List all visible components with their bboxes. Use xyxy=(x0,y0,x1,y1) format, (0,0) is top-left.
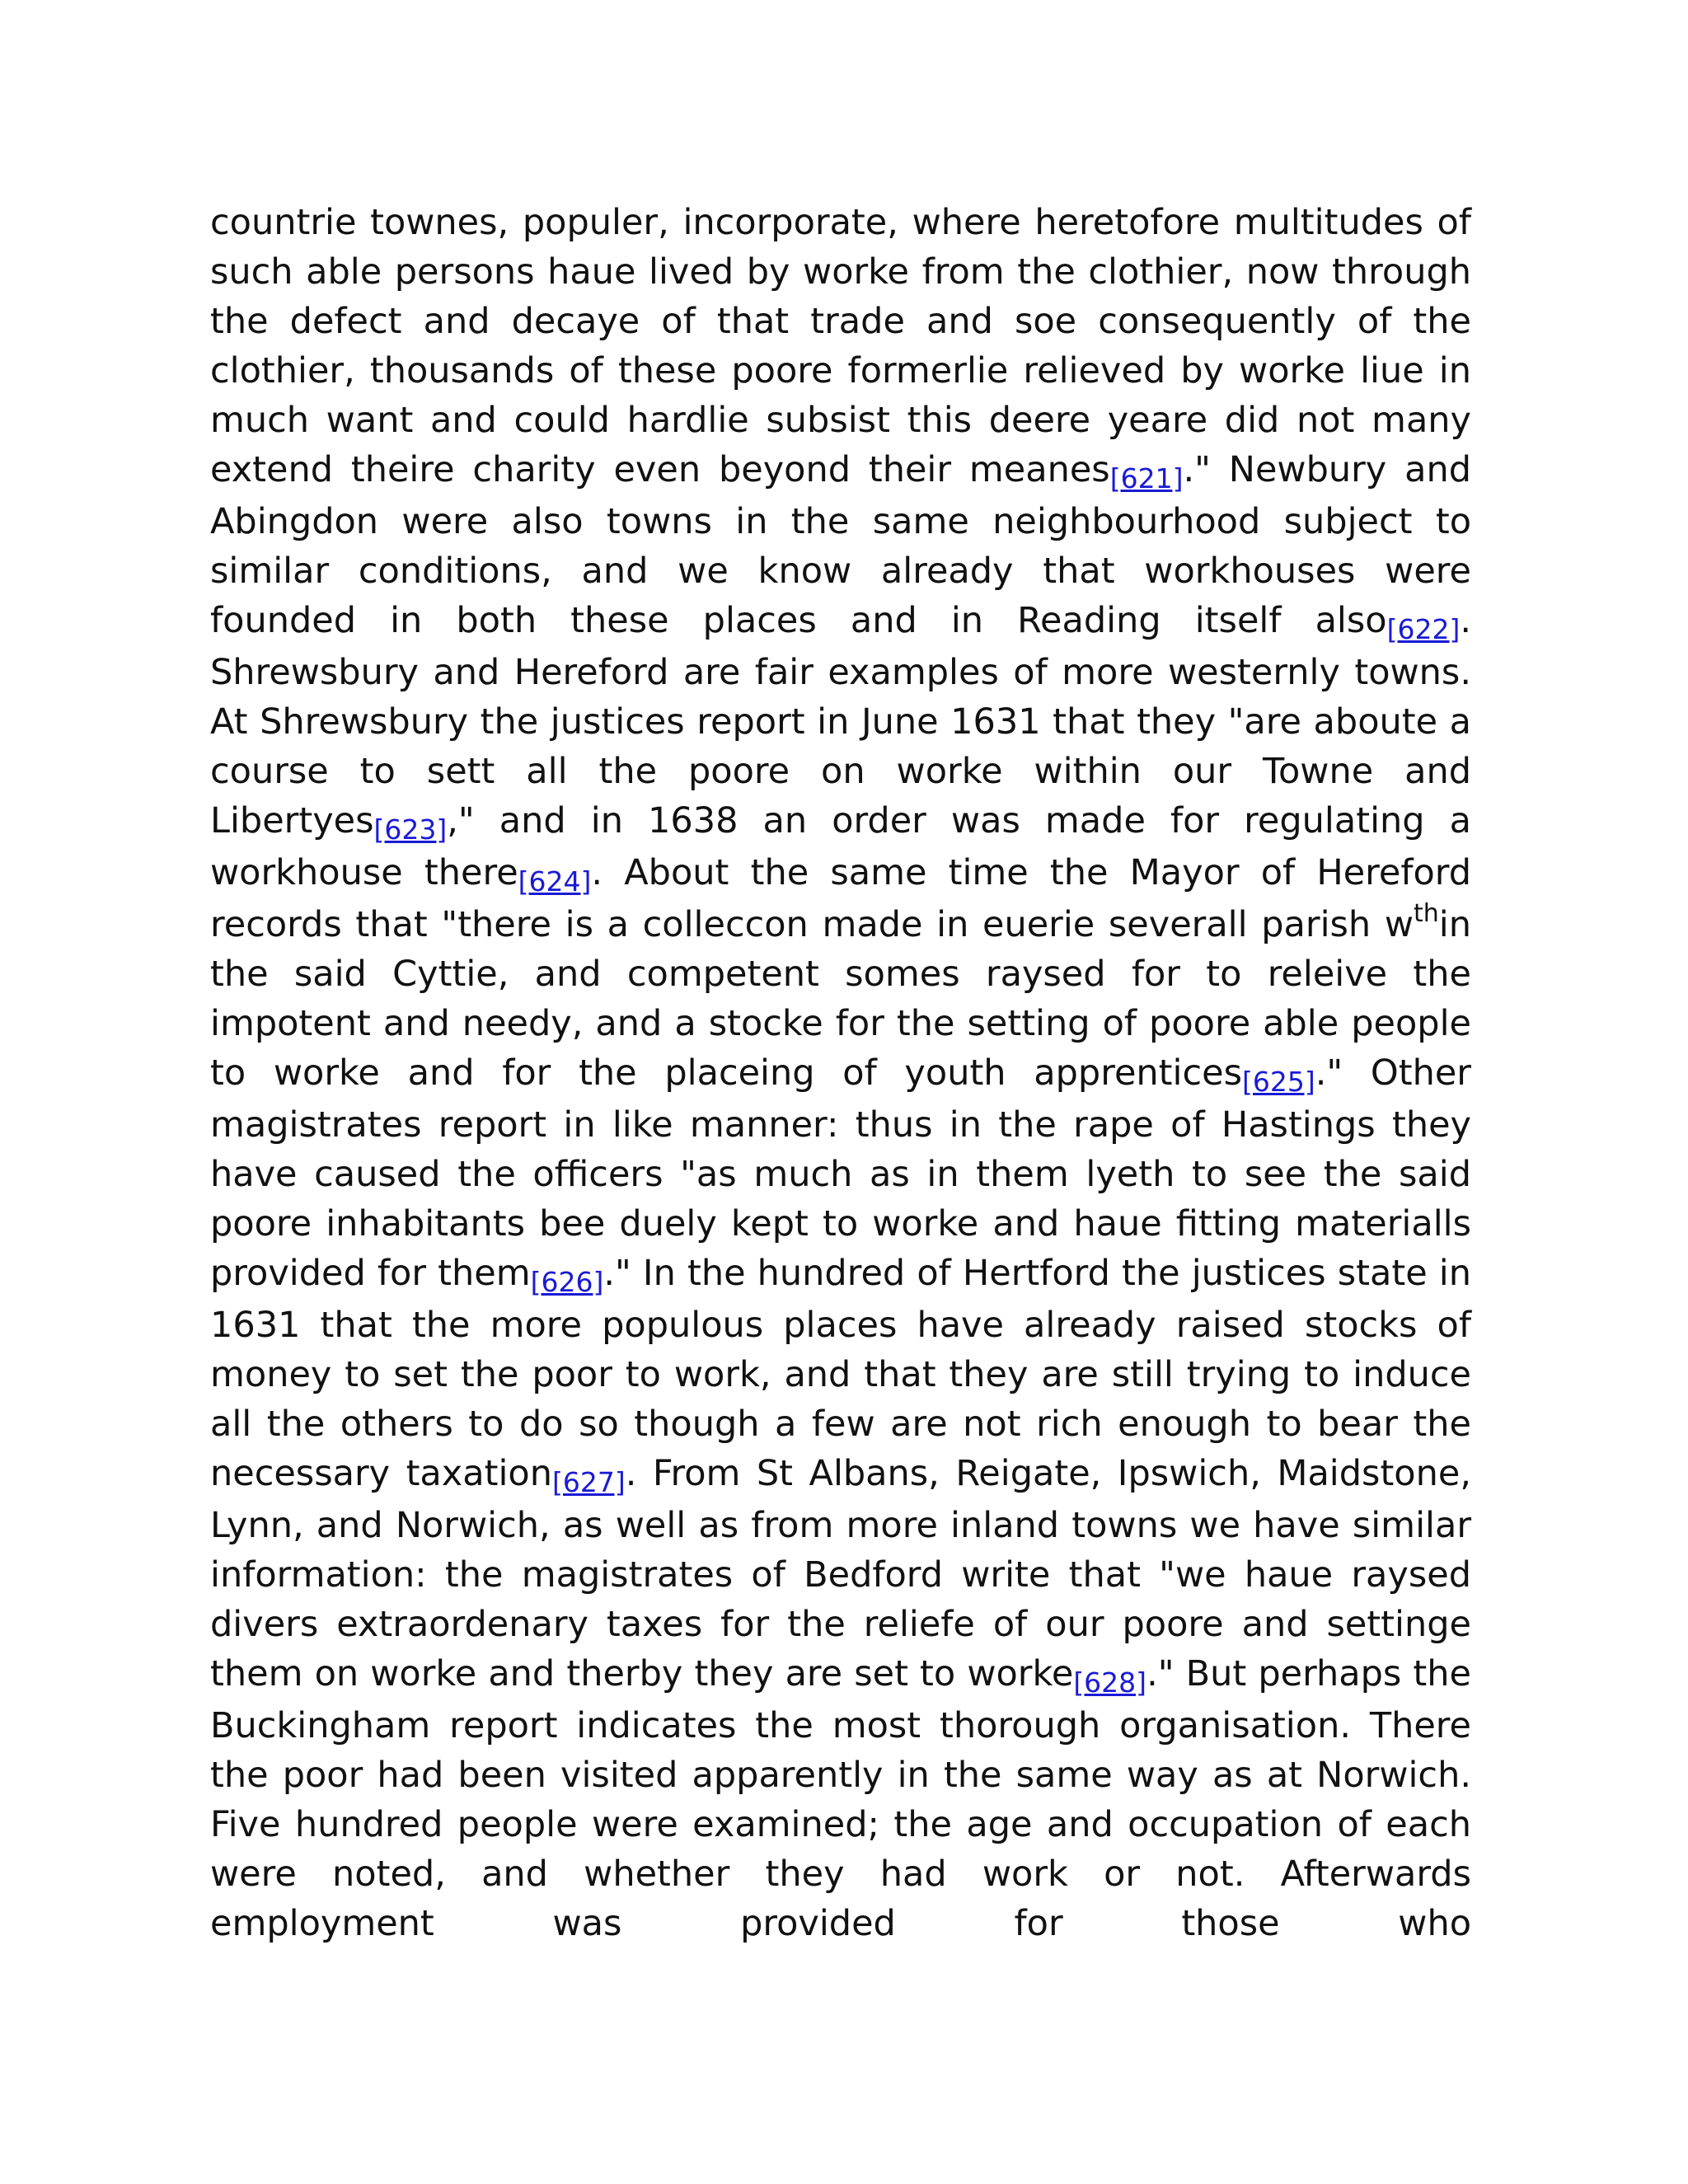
text-segment-3: . Shrewsbury and Hereford are fair examples of more westernly towns. At Shrewsbury the justices report in June 1631 that they "are aboute a course to sett all the poore on worke within our Towne and Libertyes xyxy=(210,600,1471,841)
text-segment-2: ." Newbury and Abingdon were also towns in the same neighbourhood subject to similar conditions, and we know already that workhouses were founded in both these places and in Reading itself also xyxy=(210,449,1471,641)
document-page xyxy=(210,198,1471,1948)
footnote-link-623[interactable]: [623] xyxy=(373,813,448,846)
footnote-link-625[interactable]: [625] xyxy=(1241,1066,1315,1098)
footnote-link-622[interactable]: [622] xyxy=(1386,613,1461,645)
body-paragraph xyxy=(210,198,1471,1948)
text-segment-5: . About the same time the Mayor of Hereford records that "there is a colleccon made in euerie severall parish w xyxy=(210,852,1472,945)
footnote-link-624[interactable]: [624] xyxy=(518,865,592,898)
text-segment-10: ." But perhaps the Buckingham report indicates the most thorough organisation. There the poor had been visited apparently in the same way as at Norwich. Five hundred people were examined; the age and occupation of each were noted, and whether they had work or not. Afterwards employment was provided for those who xyxy=(210,1653,1471,1944)
superscript-th: th xyxy=(1414,899,1439,928)
footnote-link-626[interactable]: [626] xyxy=(530,1266,604,1298)
text-segment-7: ." Other magistrates report in like manner: thus in the rape of Hastings they have caused the officers "as much as in them lyeth to see the said poore inhabitants bee duely kept to worke and haue fitting materialls provided for them xyxy=(210,1052,1471,1294)
text-segment-4: ," and in 1638 an order was made for regulating a workhouse there xyxy=(210,800,1471,893)
footnote-link-628[interactable]: [628] xyxy=(1073,1666,1147,1699)
text-segment-1: countrie townes, populer, incorporate, where heretofore multitudes of such able persons haue lived by worke from the clothier, now through the defect and decaye of that trade and soe consequently of the clothier, thousands of these poore formerlie relieved by worke liue in much want and could hardlie subsist this deere yeare did not many extend theire charity even beyond their meanes xyxy=(210,202,1471,490)
footnote-link-621[interactable]: [621] xyxy=(1109,462,1184,494)
footnote-link-627[interactable]: [627] xyxy=(551,1466,626,1498)
text-segment-8: ." In the hundred of Hertford the justices state in 1631 that the more populous places have already raised stocks of money to set the poor to work, and that they are still trying to induce all the others to do so though a few are not rich enough to bear the necessary taxation xyxy=(210,1253,1471,1494)
text-segment-9: . From St Albans, Reigate, Ipswich, Maidstone, Lynn, and Norwich, as well as from more inland towns we have similar information: the magistrates of Bedford write that "we haue raysed divers extraordenary taxes for the reliefe of our poore and settinge them on worke and therby they are set to worke xyxy=(210,1453,1471,1694)
text-segment-6: in the said Cyttie, and competent somes raysed for to releive the impotent and needy, and a stocke for the setting of poore able people to worke and for the placeing of youth apprentices xyxy=(210,904,1471,1094)
